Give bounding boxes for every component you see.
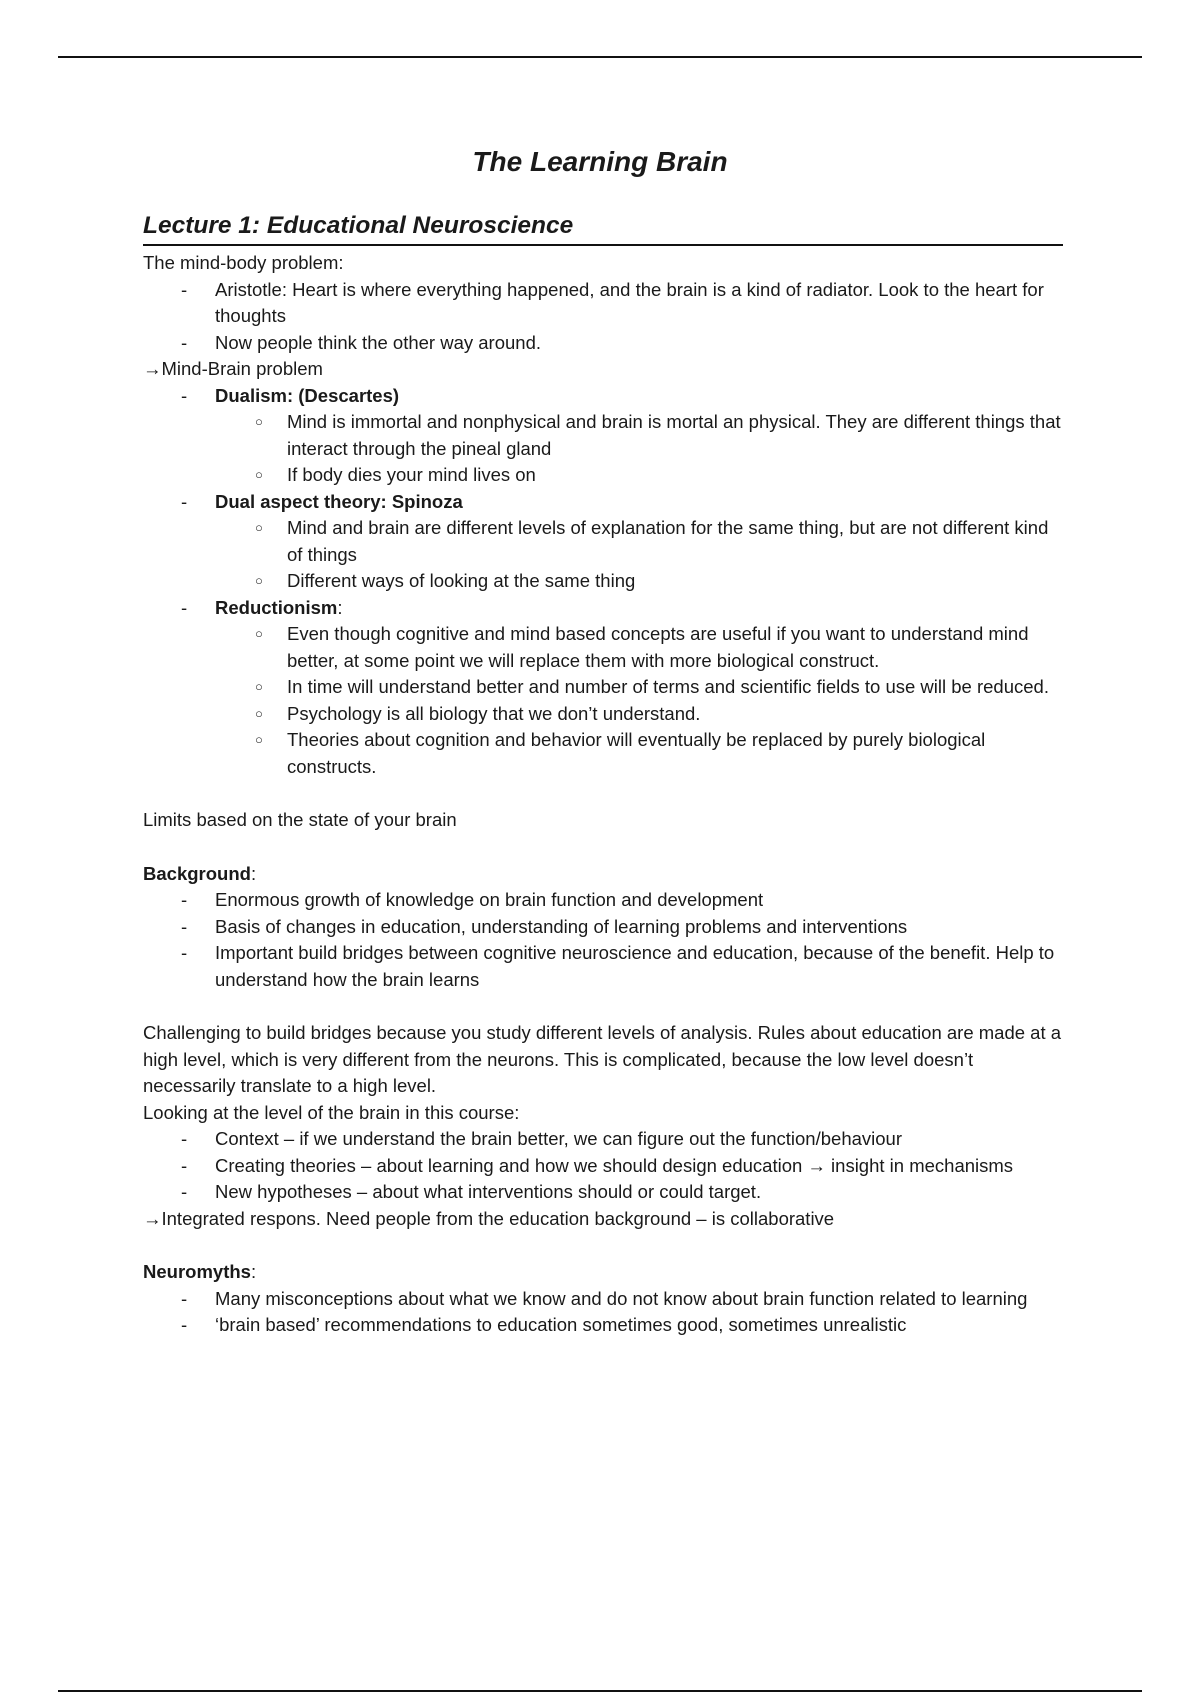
reductionism-sublist (215, 621, 1063, 780)
background-colon: : (250, 862, 257, 884)
list-item: - Important build bridges between cognitive neuroscience and education, because of the benefit. Help to understand how the brain learns (143, 940, 1063, 993)
dual-aspect-sublist (215, 515, 1063, 595)
background-label: Background (143, 862, 251, 884)
sub-item: ○ Mind is immortal and nonphysical and brain is mortal an physical. They are different things that interact through the pineal gland (215, 409, 1063, 462)
sub-item: ○ If body dies your mind lives on (215, 462, 1063, 489)
dual-aspect-item (143, 489, 1063, 595)
neuromyths-list (143, 1286, 1063, 1339)
reductionism-label: Reductionism (215, 596, 338, 618)
sub-item: ○ Theories about cognition and behavior will eventually be replaced by purely biological constructs. (215, 727, 1063, 780)
list-item: - Creating theories – about learning and how we should design education → insight in mechanisms (143, 1153, 1063, 1180)
list-item: - New hypotheses – about what interventions should or could target. (143, 1179, 1063, 1206)
list-item: - Enormous growth of knowledge on brain function and development (143, 887, 1063, 914)
list-item: - ‘brain based’ recommendations to education sometimes good, sometimes unrealistic (143, 1312, 1063, 1339)
challenging-paragraph: Challenging to build bridges because you study different levels of analysis. Rules about education are made at a high level, which is very different from the neurons. This is complicated, because the low level doesn’t necessarily translate to a high level. (143, 1022, 1062, 1096)
sub-item: ○ Different ways of looking at the same thing (215, 568, 1063, 595)
neuromyths-colon: : (250, 1261, 257, 1282)
integrated-line: →Integrated respons. Need people from the education background – is collaborative (143, 1207, 835, 1229)
spacer (143, 780, 1063, 807)
reductionism-item (143, 595, 1063, 781)
background-list (143, 887, 1063, 993)
dualism-label: Dualism: (Descartes) (215, 384, 400, 406)
looking-line: Looking at the level of the brain in this course: (143, 1101, 520, 1123)
bottom-rule (58, 1690, 1142, 1692)
neuromyths-heading (143, 1259, 1063, 1286)
list-item: - Basis of changes in education, understanding of learning problems and interventions (143, 914, 1063, 941)
mind-body-intro: The mind-body problem: (143, 252, 344, 273)
sub-item: ○ In time will understand better and number of terms and scientific fields to use will be reduced. (215, 674, 1063, 701)
spacer (143, 834, 1063, 861)
neuromyths-label: Neuromyths (143, 1261, 251, 1282)
spacer (143, 993, 1063, 1020)
background-heading (143, 861, 1063, 888)
lecture-heading: Lecture 1: Educational Neuroscience (143, 210, 1063, 246)
top-rule (58, 56, 1142, 58)
dualism-sublist (215, 409, 1063, 489)
document-title: The Learning Brain (472, 146, 728, 177)
sub-item: ○ Psychology is all biology that we don’t understand. (215, 701, 1063, 728)
document-body (143, 210, 1063, 1339)
list-item: - Aristotle: Heart is where everything happened, and the brain is a kind of radiator. Look to the heart for thoughts (143, 277, 1063, 330)
looking-list (143, 1126, 1063, 1206)
dualism-item (143, 383, 1063, 489)
list-item: - Context – if we understand the brain better, we can figure out the function/behaviour (143, 1126, 1063, 1153)
limits-line: Limits based on the state of your brain (143, 809, 457, 830)
sub-item: ○ Mind and brain are different levels of explanation for the same thing, but are not different kind of things (215, 515, 1063, 568)
list-item: - Now people think the other way around. (143, 330, 1063, 357)
spacer (143, 1232, 1063, 1259)
dual-aspect-label: Dual aspect theory: Spinoza (215, 490, 463, 512)
theories-list (143, 383, 1063, 781)
sub-item: ○ Even though cognitive and mind based concepts are useful if you want to understand mind better, at some point we will replace them with more biological construct. (215, 621, 1063, 674)
mind-body-list (143, 277, 1063, 357)
mind-brain-arrow-line: →Mind-Brain problem (143, 358, 323, 379)
reductionism-colon: : (337, 596, 343, 618)
list-item: - Many misconceptions about what we know and do not know about brain function related to learning (143, 1286, 1063, 1313)
